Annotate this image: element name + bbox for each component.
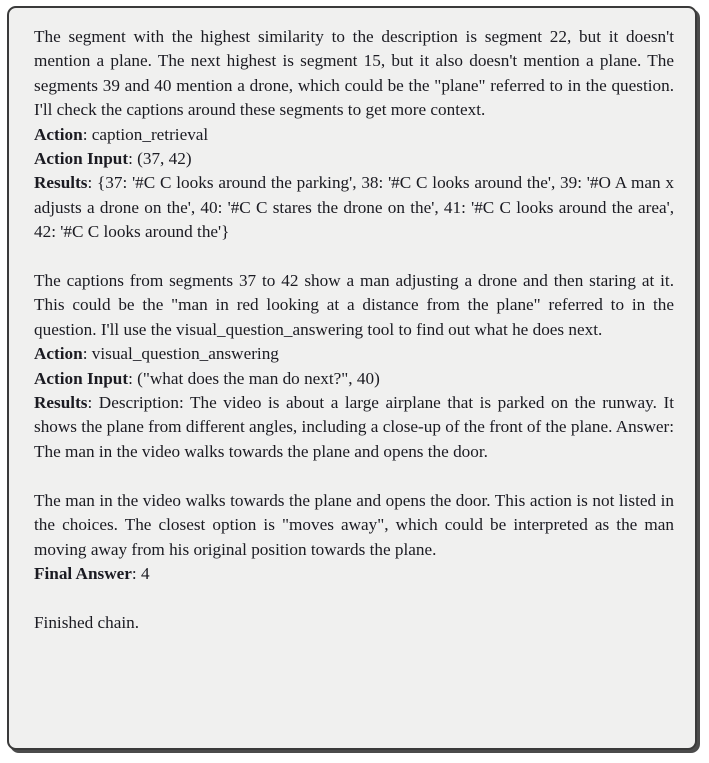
transcript-box (7, 6, 697, 750)
block-separator-1 (34, 245, 674, 269)
action-line-1 (34, 123, 674, 147)
results-value-2: : Description: The video is about a large airplane that is parked on the runway. It shows the plane from different angles, including a close-up of the front of the plane. Answer: The man in the video walks towards the plane and opens the door. (34, 393, 674, 461)
final-answer-line (34, 562, 674, 586)
action-input-line-2 (34, 367, 674, 391)
results-label-2: Results (34, 393, 88, 413)
results-line-2 (34, 391, 674, 464)
action-input-label-1: Action Input (34, 149, 129, 169)
finished-chain-text: Finished chain. (34, 612, 140, 632)
action-line-2 (34, 342, 674, 366)
thought-text-2: The captions from segments 37 to 42 show a man adjusting a drone and then staring at it. This could be the "man in red looking at a distance from the plane" referred to in the question. I'll use the visual_question_answering tool to find out what he does next. (34, 271, 674, 339)
block-separator-3 (34, 586, 674, 610)
action-value-2: : visual_question_answering (82, 344, 279, 364)
action-input-value-2: : ("what does the man do next?", 40) (128, 368, 380, 388)
results-value-1: : {37: '#C C looks around the parking', 38: '#C C looks around the', 39: '#O A man x adjusts a drone on the', 40: '#C C stares the drone on the', 41: '#C C looks around the area', 42: '#C C looks around the'} (34, 173, 674, 242)
thought-text-3: The man in the video walks towards the plane and opens the door. This action is not listed in the choices. The closest option is "moves away", which could be interpreted as the man moving away from his original position towards the plane. (34, 490, 674, 559)
reasoning-block-1 (34, 25, 674, 245)
action-label-1: Action (34, 124, 83, 144)
final-answer-label: Final Answer (34, 563, 132, 583)
results-line-1 (34, 171, 674, 244)
reasoning-block-2 (34, 269, 674, 464)
final-answer-value: : 4 (131, 563, 150, 583)
block-separator-2 (34, 464, 674, 488)
action-label-2: Action (34, 344, 83, 364)
action-input-value-1: : (37, 42) (128, 149, 192, 169)
action-input-line-1 (34, 147, 674, 171)
results-label-1: Results (34, 173, 88, 193)
thought-text-1: The segment with the highest similarity to the description is segment 22, but it doesn't mention a plane. The next highest is segment 15, but it also doesn't mention a plane. The segments 39 and 40 mention a drone, which could be the "plane" referred to in the question. I'll check the captions around these segments to get more context. (34, 27, 674, 120)
action-input-label-2: Action Input (34, 368, 129, 388)
transcript-content (9, 8, 695, 645)
reasoning-block-3 (34, 489, 674, 587)
action-value-1: : caption_retrieval (82, 124, 209, 144)
reasoning-block-4 (34, 611, 674, 635)
